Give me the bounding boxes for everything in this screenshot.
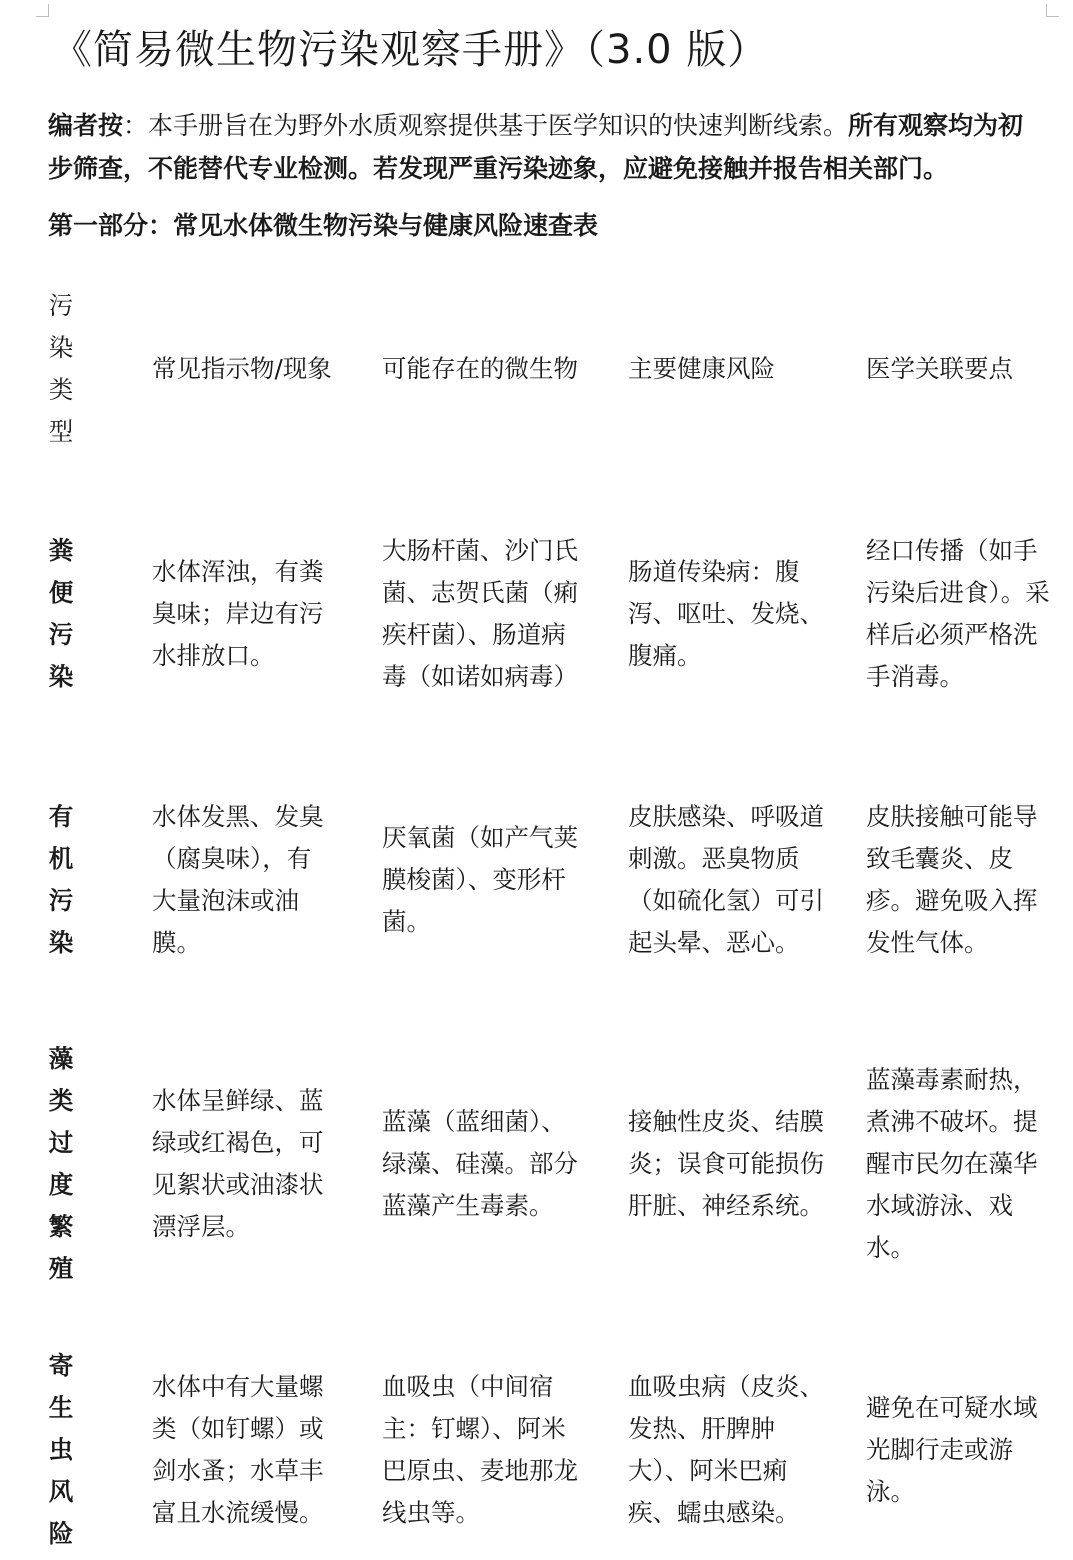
row-parasite-type: 寄生虫风险 [48, 1351, 74, 1548]
row-fecal-indicator: 水体浑浊，有粪臭味；岸边有污水排放口。 [152, 557, 324, 670]
row-algae-medical: 蓝藻毒素耐热，煮沸不破坏。提醒市民勿在藻华水域游泳、戏水。 [866, 1065, 1038, 1262]
row-algae-type: 藻类过度繁殖 [48, 1044, 74, 1283]
document-title: 《简易微生物污染观察手册》（3.0 版） [52, 27, 769, 73]
row-fecal-risk: 肠道传染病：腹泻、呕吐、发烧、腹痛。 [628, 557, 824, 670]
row-parasite-indicator: 水体中有大量螺类（如钉螺）或剑水蚤；水草丰富且水流缓慢。 [152, 1372, 324, 1527]
row-organic-risk: 皮肤感染、呼吸道刺激。恶臭物质（如硫化氢）可引起头晕、恶心。 [628, 802, 824, 957]
editor-note-text: ：本手册旨在为野外水质观察提供基于医学知识的快速判断线索。 [123, 111, 849, 140]
row-algae-indicator: 水体呈鲜绿、蓝绿或红褐色，可见絮状或油漆状漂浮层。 [152, 1086, 324, 1241]
row-parasite-risk: 血吸虫病（皮炎、发热、肝脾肿大）、阿米巴痢疾、蠕虫感染。 [628, 1372, 824, 1527]
row-organic-microbes: 厌氧菌（如产气荚膜梭菌）、变形杆菌。 [382, 823, 578, 936]
header-medical-notes: 医学关联要点 [866, 354, 1013, 383]
header-health-risk: 主要健康风险 [628, 354, 775, 383]
row-organic-indicator: 水体发黑、发臭（腐臭味），有大量泡沫或油膜。 [152, 802, 324, 957]
page-corner-mark-left [36, 4, 49, 17]
editor-note [48, 104, 1038, 190]
editor-note-label: 编者按 [48, 111, 124, 140]
row-parasite-medical: 避免在可疑水域光脚行走或游泳。 [866, 1393, 1038, 1506]
row-organic-type: 有机污染 [48, 802, 74, 957]
section-title: 第一部分：常见水体微生物污染与健康风险速查表 [48, 211, 599, 240]
row-fecal-microbes: 大肠杆菌、沙门氏菌、志贺氏菌（痢疾杆菌）、肠道病毒（如诺如病毒） [382, 536, 578, 691]
row-fecal-medical: 经口传播（如手污染后进食）。采样后必须严格洗手消毒。 [866, 536, 1050, 691]
row-algae-risk: 接触性皮炎、结膜炎；误食可能损伤肝脏、神经系统。 [628, 1107, 824, 1220]
header-indicator: 常见指示物/现象 [152, 354, 332, 383]
header-pollution-type: 污染类型 [48, 291, 74, 446]
editor-note-emphasis: 所有观察均为初步筛查，不能替代专业检测。若发现严重污染迹象，应避免接触并报告相关部门。 [48, 111, 1024, 183]
row-algae-microbes: 蓝藻（蓝细菌）、绿藻、硅藻。部分蓝藻产生毒素。 [382, 1107, 578, 1220]
row-parasite-microbes: 血吸虫（中间宿主：钉螺）、阿米巴原虫、麦地那龙线虫等。 [382, 1372, 578, 1527]
page-corner-mark-right [1046, 4, 1059, 17]
row-organic-medical: 皮肤接触可能导致毛囊炎、皮疹。避免吸入挥发性气体。 [866, 802, 1038, 957]
row-fecal-type: 粪便污染 [48, 536, 74, 691]
header-microbes: 可能存在的微生物 [382, 354, 578, 383]
